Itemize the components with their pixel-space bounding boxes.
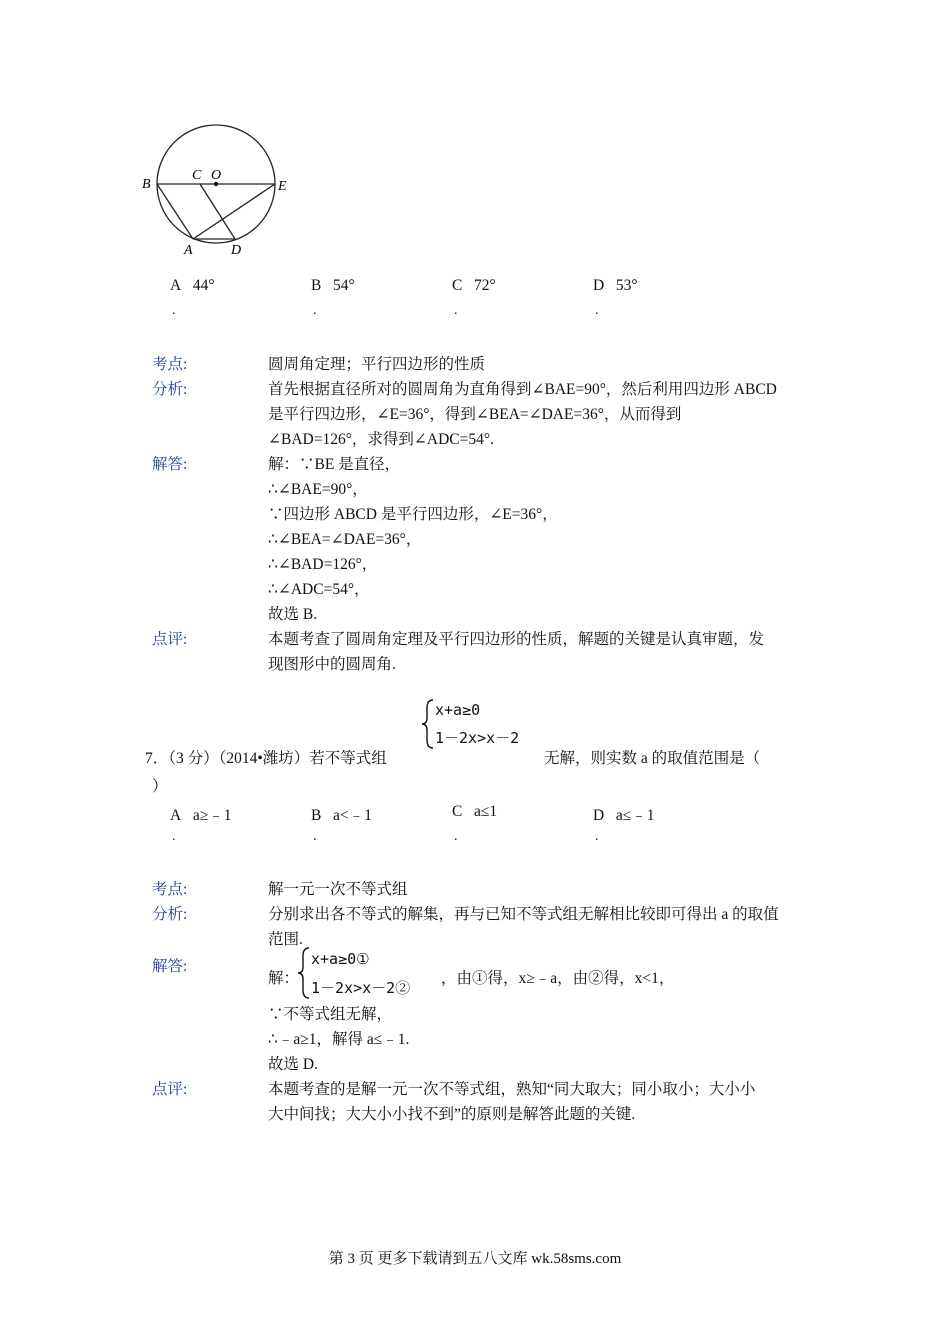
q7-stem-prefix: 7．（3 分）（2014•潍坊）若不等式组 xyxy=(145,750,387,767)
q6-option-a: A 44° xyxy=(170,277,215,294)
q7-kaodian-label: 考点: xyxy=(152,881,188,898)
page-footer: 第 3 页 更多下载请到五八文库 wk.58sms.com xyxy=(328,1251,622,1267)
q7-system-line-2: 1－2x>x－2 xyxy=(435,729,520,747)
q6-option-b: B 54° xyxy=(311,277,355,294)
q6-jieda: 解：∵BE 是直径， ∴∠BAE=90°， ∵四边形 ABCD 是平行四边形，∠E=36°， ∴∠BEA=∠DAE=36°， ∴∠BAD=126°， ∴∠ADC=54°， 故选 B. xyxy=(268,456,558,623)
q7-jieda-system-line-2: 1－2x>x－2② xyxy=(311,979,411,997)
q7-jieda: ∵不等式组无解， ∴﹣a≥1，解得 a≤﹣1. 故选 D. xyxy=(268,1006,410,1073)
q7-fenxi-label: 分析: xyxy=(152,906,188,923)
point-label-A: A xyxy=(184,243,193,258)
q7-jieda-brace-icon xyxy=(297,946,311,1000)
q6-kaodian-label: 考点: xyxy=(152,356,188,373)
point-label-O: O xyxy=(211,168,222,183)
q7-stem-suffix: 无解，则实数 a 的取值范围是（ xyxy=(544,750,761,767)
q7-fenxi: 分别求出各不等式的解集，再与已知不等式组无解相比较即可得出 a 的取值 范围. xyxy=(268,906,779,948)
q6-fenxi-label: 分析: xyxy=(152,381,188,398)
q7-option-d: D a≤﹣1 xyxy=(593,807,655,824)
q6-kaodian: 圆周角定理；平行四边形的性质 xyxy=(268,356,486,373)
q7-dianping-label: 点评: xyxy=(152,1081,188,1098)
q7-stem-close: ） xyxy=(152,778,168,795)
q7-system-line-1: x+a≥0 xyxy=(435,701,481,719)
circle-figure xyxy=(135,115,310,265)
q7-kaodian: 解一元一次不等式组 xyxy=(268,881,408,898)
point-label-B: B xyxy=(142,177,151,192)
q6-option-d: D 53° xyxy=(593,277,638,294)
q7-jieda-label: 解答: xyxy=(152,958,188,975)
q6-jieda-label: 解答: xyxy=(152,456,188,473)
point-label-E: E xyxy=(278,179,287,194)
q7-option-c: C a≤1 xyxy=(452,803,498,820)
q7-jieda-suffix: ，由①得，x≥﹣a，由②得，x<1， xyxy=(441,970,675,987)
q6-dianping-label: 点评: xyxy=(152,631,188,648)
point-label-D: D xyxy=(231,243,242,258)
q7-jieda-prefix: 解： xyxy=(268,970,300,987)
q7-option-b: B a<﹣1 xyxy=(311,807,372,824)
q7-option-a: A a≥﹣1 xyxy=(170,807,232,824)
q7-dianping: 本题考查的是解一元一次不等式组，熟知“同大取大；同小取小；大小小 大中间找；大大小小找不到”的原则是解答此题的关键. xyxy=(268,1081,756,1123)
q6-option-c: C 72° xyxy=(452,277,496,294)
q6-fenxi: 首先根据直径所对的圆周角为直角得到∠BAE=90°，然后利用四边形 ABCD 是平行四边形，∠E=36°，得到∠BEA=∠DAE=36°，从而得到 ∠BAD=126°，求得到∠ADC=54°. xyxy=(268,381,777,448)
q7-brace-icon xyxy=(421,698,435,750)
point-label-C: C xyxy=(192,168,202,183)
q7-jieda-system-line-1: x+a≥0① xyxy=(311,950,370,968)
q6-dianping: 本题考查了圆周角定理及平行四边形的性质，解题的关键是认真审题，发 现图形中的圆周角. xyxy=(268,631,765,673)
